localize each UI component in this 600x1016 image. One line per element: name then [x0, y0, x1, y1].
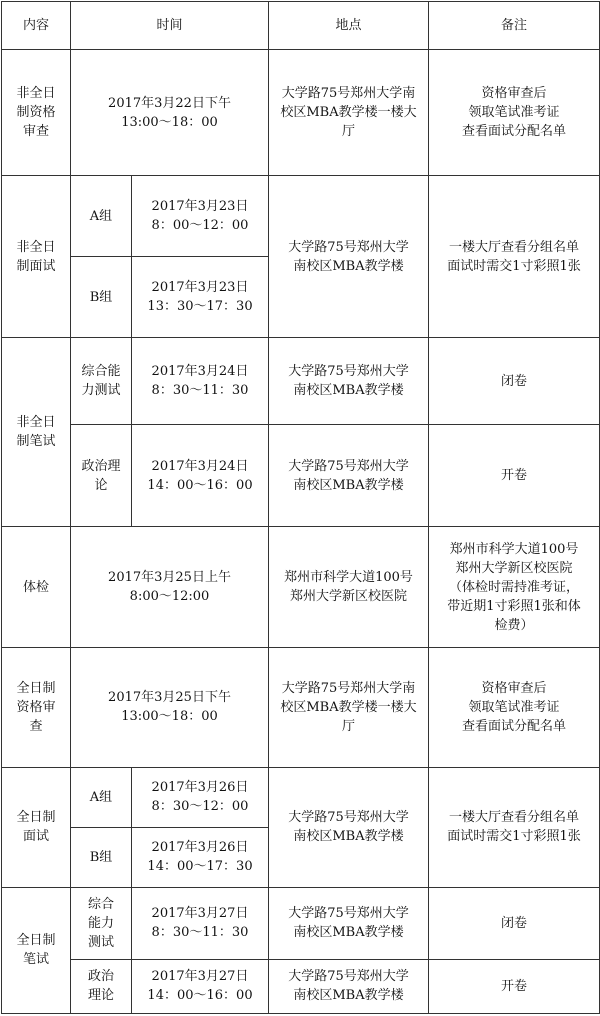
- table-row-health: [2, 527, 600, 647]
- ft-review-label: 全日制 资格审 查: [2, 647, 71, 767]
- ft-written-time-1: 2017年3月27日 8：30～11：30: [132, 887, 269, 959]
- table-row-pt-written-2: [2, 425, 600, 527]
- health-time: 2017年3月25日上午 8:00～12:00: [71, 527, 269, 647]
- table-row-ft-written-1: [2, 887, 600, 959]
- ft-review-place: 大学路75号郑州大学南 校区MBA教学楼一楼大 厅: [269, 647, 429, 767]
- ft-interview-group-b: B组: [71, 827, 132, 887]
- pt-interview-group-b: B组: [71, 257, 132, 338]
- pt-interview-place: 大学路75号郑州大学 南校区MBA教学楼: [269, 176, 429, 338]
- ft-written-remark-1: 闭卷: [429, 887, 600, 959]
- pt-review-label: 非全日 制资格 审查: [2, 50, 71, 176]
- header-place: 地点: [269, 2, 429, 50]
- ft-interview-place: 大学路75号郑州大学 南校区MBA教学楼: [269, 767, 429, 887]
- pt-written-subject-1: 综合能 力测试: [71, 338, 132, 425]
- pt-written-time-2: 2017年3月24日 14：00～16：00: [132, 425, 269, 527]
- table-row-ft-interview-a: [2, 767, 600, 827]
- ft-written-remark-2: 开卷: [429, 959, 600, 1013]
- pt-written-label: 非全日 制笔试: [2, 338, 71, 527]
- pt-interview-label: 非全日 制面试: [2, 176, 71, 338]
- ft-review-remark: 资格审查后 领取笔试准考证 查看面试分配名单: [429, 647, 600, 767]
- ft-interview-group-a: A组: [71, 767, 132, 827]
- pt-review-time: 2017年3月22日下午 13:00～18：00: [71, 50, 269, 176]
- pt-interview-remark: 一楼大厅查看分组名单 面试时需交1寸彩照1张: [429, 176, 600, 338]
- pt-written-remark-1: 闭卷: [429, 338, 600, 425]
- ft-interview-label: 全日制 面试: [2, 767, 71, 887]
- ft-written-place-1: 大学路75号郑州大学 南校区MBA教学楼: [269, 887, 429, 959]
- pt-written-remark-2: 开卷: [429, 425, 600, 527]
- exam-schedule-table: [1, 1, 600, 1014]
- ft-interview-remark: 一楼大厅查看分组名单 面试时需交1寸彩照1张: [429, 767, 600, 887]
- pt-interview-time-b: 2017年3月23日 13：30～17：30: [132, 257, 269, 338]
- ft-written-time-2: 2017年3月27日 14：00～16：00: [132, 959, 269, 1013]
- header-row: [2, 2, 600, 50]
- pt-interview-group-a: A组: [71, 176, 132, 257]
- ft-written-subject-1: 综合 能力 测试: [71, 887, 132, 959]
- pt-written-subject-2: 政治理 论: [71, 425, 132, 527]
- ft-written-place-2: 大学路75号郑州大学 南校区MBA教学楼: [269, 959, 429, 1013]
- pt-review-place: 大学路75号郑州大学南 校区MBA教学楼一楼大 厅: [269, 50, 429, 176]
- health-label: 体检: [2, 527, 71, 647]
- header-time: 时间: [71, 2, 269, 50]
- pt-written-place-2: 大学路75号郑州大学 南校区MBA教学楼: [269, 425, 429, 527]
- ft-interview-time-b: 2017年3月26日 14：00～17：30: [132, 827, 269, 887]
- health-place: 郑州市科学大道100号 郑州大学新区校医院: [269, 527, 429, 647]
- header-remark: 备注: [429, 2, 600, 50]
- pt-written-time-1: 2017年3月24日 8：30～11：30: [132, 338, 269, 425]
- ft-review-time: 2017年3月25日下午 13:00～18：00: [71, 647, 269, 767]
- ft-written-subject-2: 政治 理论: [71, 959, 132, 1013]
- header-content: 内容: [2, 2, 71, 50]
- pt-interview-time-a: 2017年3月23日 8：00～12：00: [132, 176, 269, 257]
- table-row-pt-interview-a: [2, 176, 600, 257]
- table-row-pt-written-1: [2, 338, 600, 425]
- table-row-pt-review: [2, 50, 600, 176]
- ft-written-label: 全日制 笔试: [2, 887, 71, 1013]
- health-remark: 郑州市科学大道100号 郑州大学新区校医院 （体检时需持准考证， 带近期1寸彩照1张和体 检费）: [429, 527, 600, 647]
- table-row-ft-written-2: [2, 959, 600, 1013]
- pt-review-remark: 资格审查后 领取笔试准考证 查看面试分配名单: [429, 50, 600, 176]
- pt-written-place-1: 大学路75号郑州大学 南校区MBA教学楼: [269, 338, 429, 425]
- ft-interview-time-a: 2017年3月26日 8：30～12：00: [132, 767, 269, 827]
- table-row-ft-review: [2, 647, 600, 767]
